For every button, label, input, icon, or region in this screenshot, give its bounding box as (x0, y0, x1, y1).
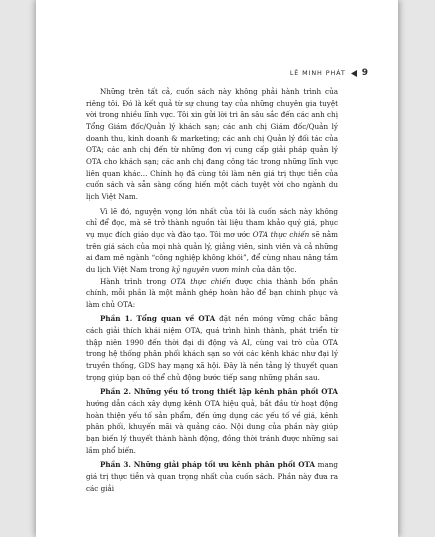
paragraph-text: được chia thành bốn phần chính, mỗi phần là một mảnh ghép hoàn hảo để bạn chinh phục và làm chủ OTA: (86, 276, 338, 309)
running-header (290, 68, 368, 78)
part-2-heading: Phần 2. Những yếu tố trong thiết lập kênh phân phối OTA (100, 387, 338, 397)
book-title-italic: OTA thực chiến (170, 276, 231, 286)
paragraph-text: sẽ nằm trên giá sách của mọi nhà quản lý, giảng viên, sinh viên và cả những ai đam mê ngành “công nghiệp không khói”, để cùng nhau nâng tầm du lịch Việt Nam trong (86, 229, 338, 274)
paragraph-part-3 (86, 459, 338, 494)
part-1-heading: Phần 1. Tổng quan về OTA (100, 314, 216, 324)
italic-phrase: kỷ nguyên vươn mình (171, 264, 250, 274)
paragraph-part-2 (86, 386, 338, 456)
page-number: 9 (361, 68, 368, 78)
left-triangle-icon (351, 70, 357, 77)
paragraph-text: Những trên tất cả, cuốn sách này không phải hành trình của riêng tôi. Đó là kết quả từ sự chung tay của những chuyên gia tuyệt vời trong nhiều lĩnh vực. Tôi xin gửi lời tri ân sâu sắc đến các anh chị Tổng Giám đốc/Quản lý khách sạn; các anh chị Giám đốc/Quản lý doanh thu, kinh doanh & marketing; các anh chị Quản lý đối tác của OTA; các anh chị đến từ những đơn vị cung cấp giải pháp quản lý OTA cho khách sạn; các anh chị đang công tác trong những lĩnh vực liên quan khác... Chính họ đã cùng tôi làm nên giá trị thực tiễn của cuốn sách và sẵn sàng cống hiến một cách tuyệt vời cho ngành du lịch Việt Nam. (86, 87, 338, 201)
paragraph-text: đặt nền móng vững chắc bằng cách giải thích khái niệm OTA, quá trình hình thành, phát triển từ thập niên 1990 đến thời đại di động và AI, cùng vai trò của OTA trong hệ thống phân phối khách sạn so với các kênh khác như đại lý truyền thống, GDS hay mạng xã hội. Đây là nền tảng lý thuyết quan trọng giúp bạn có thể chủ động bước tiếp sang những phần sau. (86, 314, 338, 382)
paragraph-structure (86, 276, 338, 311)
paragraph-acknowledgement (86, 86, 338, 203)
paragraph-text: hướng dẫn cách xây dựng kênh OTA hiệu quả, bắt đầu từ hoạt động hoàn thiện yếu tố sản phẩm, đến ứng dụng các yếu tố về giá, kênh phân phối, khuyến mãi và quảng cáo. Nội dung của phần này giúp bạn biến lý thuyết thành hành động, đồng thời tránh được những sai lầm phổ biến. (86, 399, 338, 455)
paragraph-text: mang giá trị thực tiễn và quan trọng nhất của cuốn sách. Phần này đưa ra các giải (86, 460, 338, 493)
paragraph-aspiration (86, 206, 338, 276)
author-name: LÊ MINH PHÁT (289, 69, 346, 77)
paragraph-text: Hành trình trong (100, 276, 171, 286)
paragraph-text: của dân tộc. (249, 264, 297, 274)
paragraph-text: Vì lẽ đó, nguyện vọng lớn nhất của tôi là cuốn sách này không chỉ để đọc, mà sẽ trở thành nguồn tài liệu tham khảo quý giá, phục vụ mục đích giáo dục và đào tạo. Tôi mơ ước (86, 206, 338, 239)
body-text (86, 86, 338, 494)
paragraph-part-1 (86, 313, 338, 383)
book-title-italic: OTA thực chiến (252, 229, 310, 239)
part-3-heading: Phần 3. Những giải pháp tối ưu kênh phân phối OTA (100, 460, 315, 470)
